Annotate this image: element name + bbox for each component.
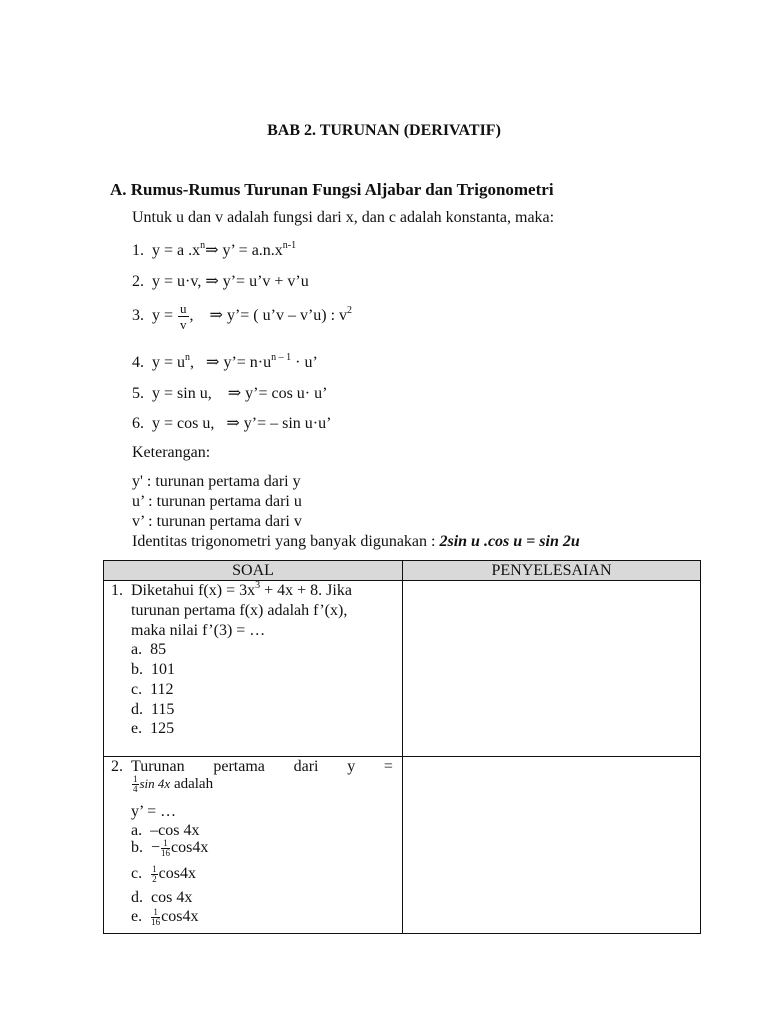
- rule-lhs: y = sin u,: [152, 385, 212, 402]
- exponent: 2: [347, 305, 353, 317]
- option-label: b.: [131, 661, 143, 678]
- question-line: maka nilai f’(3) = …: [131, 622, 266, 639]
- question-expression: [131, 775, 213, 794]
- trig-identity: [132, 533, 580, 551]
- option-text: 115: [151, 701, 175, 718]
- option-label: c.: [131, 681, 143, 698]
- exponent: n-1: [282, 240, 297, 251]
- rule-number: 2.: [132, 273, 144, 290]
- rule-rhs-tail: · u’: [291, 354, 318, 371]
- rule-3: [132, 302, 352, 331]
- fraction-u-over-v: [178, 302, 189, 331]
- option-label: e.: [131, 720, 143, 737]
- option-text: cos4x: [171, 839, 209, 857]
- implies-arrow: ⇒: [209, 307, 223, 325]
- rule-number: 4.: [132, 354, 144, 371]
- fraction-denominator: 4: [133, 784, 138, 794]
- identity-formula: 2sin u .cos u = sin 2u: [439, 533, 580, 550]
- rule-6: [132, 413, 331, 433]
- exponent: n: [185, 352, 191, 363]
- rule-1: [132, 240, 296, 260]
- option: [131, 641, 166, 659]
- question-line: turunan pertama f(x) adalah f’(x),: [131, 602, 348, 619]
- option-label: a.: [131, 641, 143, 658]
- rule-4: [132, 352, 318, 372]
- question-word: dari: [293, 758, 319, 775]
- rule-number: 1.: [132, 242, 144, 259]
- question-line: y’ = …: [131, 803, 177, 820]
- option-text: 125: [150, 720, 175, 737]
- fraction-numerator: 1: [161, 839, 170, 849]
- rule-number: 5.: [132, 385, 144, 402]
- answer-cell[interactable]: [403, 581, 701, 757]
- option: [131, 889, 192, 907]
- rule-rhs: y’= u’v + v’u: [222, 273, 309, 290]
- option-label: d.: [131, 701, 143, 718]
- fraction-denominator: v: [180, 317, 187, 332]
- keterangan-line: v’ : turunan pertama dari v: [132, 513, 302, 530]
- option-text: 101: [151, 661, 175, 678]
- implies-arrow: ⇒: [205, 273, 219, 290]
- answer-cell[interactable]: [403, 757, 701, 934]
- option-label: e.: [131, 908, 143, 926]
- expression-body: sin 4x: [139, 775, 171, 791]
- question-cell: [104, 757, 403, 934]
- option-label: d.: [131, 889, 143, 906]
- question-text: Diketahui f(x) = 3x: [131, 582, 256, 599]
- rule-lhs: y = cos u,: [152, 415, 215, 432]
- table-header-row: [104, 561, 701, 581]
- fraction-numerator: 1: [151, 908, 160, 918]
- rule-lhs: y = u·v,: [152, 273, 202, 290]
- rule-lhs: y = a .x: [152, 242, 201, 259]
- fraction-denominator: 2: [152, 874, 157, 884]
- exponent: n – 1: [271, 352, 292, 363]
- fraction: [151, 865, 158, 884]
- option: [131, 661, 175, 679]
- option: [131, 908, 198, 927]
- implies-arrow: ⇒: [206, 354, 220, 371]
- intro-text: Untuk u dan v adalah fungsi dari x, dan c adalah konstanta, maka:: [132, 209, 555, 226]
- rule-rhs: y’= ( u’v – v’u) : v: [226, 307, 348, 325]
- fraction: [151, 908, 160, 927]
- rule-rhs: y’= cos u· u’: [245, 385, 328, 402]
- rule-number: 3.: [132, 307, 144, 325]
- option-label: b.: [131, 839, 143, 857]
- implies-arrow: ⇒: [226, 415, 240, 432]
- comma: ,: [189, 307, 194, 325]
- option-text: cos4x: [161, 908, 199, 926]
- fraction-numerator: u: [180, 301, 187, 316]
- fraction-denominator: 16: [151, 917, 161, 927]
- question-word: Turunan: [131, 758, 185, 775]
- question-line: [131, 582, 352, 600]
- option-label: a.: [131, 822, 143, 839]
- exponent: 3: [255, 580, 261, 591]
- rule-lhs: y =: [152, 307, 174, 325]
- comma: ,: [190, 354, 195, 371]
- option-text: cos 4x: [151, 889, 193, 906]
- option: [131, 720, 174, 738]
- table-row: [104, 581, 701, 757]
- question-word: pertama: [213, 758, 265, 775]
- section-heading: A. Rumus-Rumus Turunan Fungsi Aljabar dan Trigonometri: [110, 180, 554, 199]
- question-text: + 4x + 8. Jika: [260, 582, 352, 599]
- fraction: [132, 775, 139, 794]
- option: [131, 681, 174, 699]
- fraction-denominator: 16: [161, 848, 171, 858]
- fraction-numerator: 1: [133, 774, 138, 784]
- fraction: [161, 839, 170, 858]
- header-soal: SOAL: [104, 561, 403, 581]
- exercise-table: [103, 560, 701, 934]
- question-word: =: [383, 758, 393, 775]
- rule-rhs: y’= – sin u·u’: [243, 415, 332, 432]
- table-row: [104, 757, 701, 934]
- option-label: c.: [131, 865, 143, 883]
- header-penyelesaian: PENYELESAIAN: [403, 561, 701, 581]
- option: [131, 701, 174, 719]
- rule-rhs: y’= n·u: [223, 354, 272, 371]
- chapter-title: BAB 2. TURUNAN (DERIVATIF): [267, 122, 501, 139]
- option: [131, 865, 196, 884]
- rule-number: 6.: [132, 415, 144, 432]
- keterangan-line: u’ : turunan pertama dari u: [132, 493, 302, 510]
- keterangan-line: y' : turunan pertama dari y: [132, 473, 301, 490]
- implies-arrow: ⇒: [205, 242, 219, 259]
- question-text: adalah: [170, 775, 214, 792]
- exponent: n: [200, 240, 206, 251]
- rule-lhs: y = u: [152, 354, 186, 371]
- keterangan-heading: Keterangan:: [132, 444, 211, 461]
- question-number: 1.: [111, 582, 123, 599]
- implies-arrow: ⇒: [227, 385, 242, 402]
- option: [131, 839, 208, 858]
- option-text: –cos 4x: [150, 822, 200, 839]
- rule-rhs: y’ = a.n.x: [222, 242, 283, 259]
- question-word: y: [347, 758, 356, 775]
- option-text: cos4x: [158, 865, 196, 883]
- minus-sign: −: [151, 839, 161, 857]
- question-line: [131, 758, 393, 776]
- question-cell: [104, 581, 403, 757]
- identity-prefix: Identitas trigonometri yang banyak digunakan :: [132, 533, 436, 550]
- option-text: 85: [150, 641, 167, 658]
- rule-5: [132, 383, 327, 403]
- question-number: 2.: [111, 758, 123, 775]
- rule-2: [132, 271, 309, 291]
- fraction-numerator: 1: [152, 864, 157, 874]
- option-text: 112: [150, 681, 174, 698]
